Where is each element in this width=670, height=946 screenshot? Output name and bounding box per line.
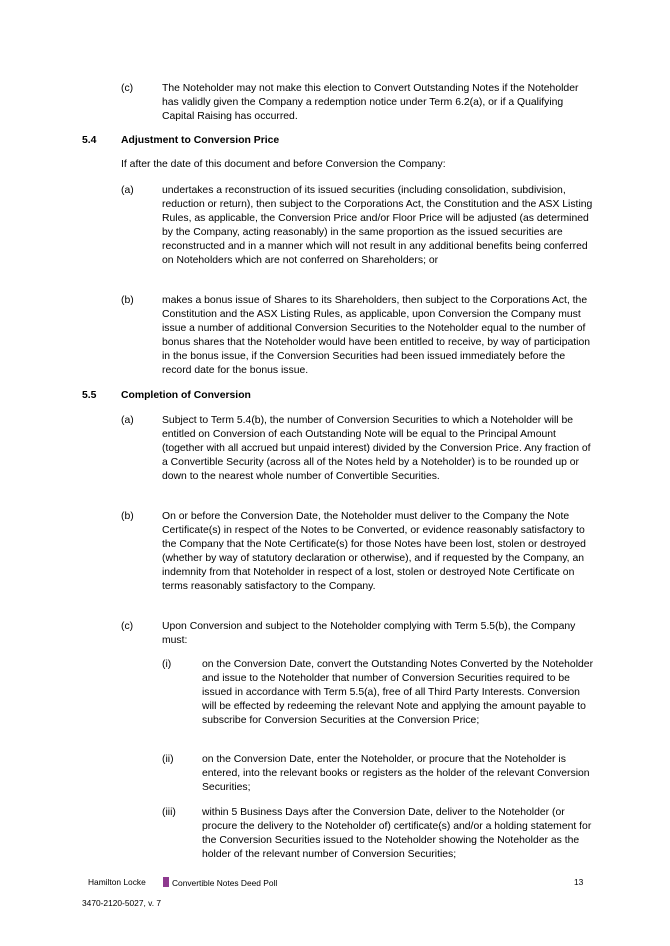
doc-reference: 3470-2120-5027, v. 7 (82, 898, 162, 908)
subitem-text: within 5 Business Days after the Conversion Date, deliver to the Noteholder (or procure the delivery to the Noteholder of) certificate(s) and/or a holding statement for the Conversion Securities issued to the Noteholder showing the Noteholder as the holder of the relevant number of Conversion Securities; (202, 807, 592, 860)
subitem-label: (ii) (162, 754, 174, 765)
section-number: 5.4 (82, 135, 97, 146)
subitem-label: (iii) (162, 807, 176, 818)
item-text: makes a bonus issue of Shares to its Shareholders, then subject to the Corporations Act, the Constitution and the ASX Listing Rules, as applicable, upon Conversion the Company must issue a number of additional Conversion Securities to the Noteholder equal to the number of bonus shares that the Noteholder would have been entitled to receive, by way of participation in the bonus issue, if the Conversion Securities had been issued immediately before the record date for the bonus issue. (162, 295, 591, 376)
item-text: undertakes a reconstruction of its issued securities (including consolidation, subdivision, reduction or return), then subject to the Corporations Act, the Constitution and the ASX Listing Rules, as applicable, the Conversion Price and/or Floor Price will be adjusted (as determined by the Company, acting reasonably) in the same proportion as the issued securities are reconstructed and in a manner which will not result in any additional benefits being conferred on Noteholders which are not conferred on Shareholders; or (162, 185, 593, 266)
footer-firm: Hamilton Locke (88, 877, 146, 887)
item-text: On or before the Conversion Date, the Noteholder must deliver to the Company the Note Certificate(s) in respect of the Notes to be Converted, or evidence reasonably satisfactory to the Company that the Note Certificate(s) for those Notes have been lost, stolen or destroyed (whether by way of statutory declaration or otherwise), and if requested by the Company, an indemnity from that Noteholder in respect of a lost, stolen or destroyed Note Certificate on terms reasonably satisfactory to the Company. (162, 511, 586, 592)
section-intro: If after the date of this document and before Conversion the Company: (121, 159, 446, 170)
footer-doc-title-wrap (163, 877, 277, 889)
item-label: (a) (121, 185, 134, 196)
subitem-label: (i) (162, 659, 172, 670)
subitem-text: on the Conversion Date, enter the Noteholder, or procure that the Noteholder is entered, into the relevant books or registers as the holder of the relevant Conversion Securities; (202, 754, 590, 793)
item-text: Upon Conversion and subject to the Noteholder complying with Term 5.5(b), the Company must: (162, 621, 576, 646)
section-title: Completion of Conversion (121, 390, 251, 401)
footer-doc-title: Convertible Notes Deed Poll (172, 878, 278, 888)
item-label: (c) (121, 621, 134, 632)
item-label: (c) (121, 83, 134, 94)
subitem-text: on the Conversion Date, convert the Outstanding Notes Converted by the Noteholder and issue to the Noteholder that number of Conversion Securities required to be issued in accordance with Term 5.5(a), free of all Third Party Interests. Conversion will be effected by redeeming the relevant Note and applying the amount payable to subscribe for Conversion Securities at the Conversion Price; (202, 659, 594, 726)
footer-accent-bar (163, 877, 169, 887)
item-label: (b) (121, 295, 134, 306)
section-number: 5.5 (82, 390, 97, 401)
item-label: (b) (121, 511, 134, 522)
section-title: Adjustment to Conversion Price (121, 135, 280, 146)
page-number: 13 (574, 877, 584, 887)
item-label: (a) (121, 415, 134, 426)
item-text: The Noteholder may not make this election to Convert Outstanding Notes if the Noteholder has validly given the Company a redemption notice under Term 6.2(a), or if a Qualifying Capital Raising has occurred. (162, 83, 579, 122)
item-text: Subject to Term 5.4(b), the number of Conversion Securities to which a Noteholder will be entitled on Conversion of each Outstanding Note will be equal to the Principal Amount (together with all accrued but unpaid interest) divided by the Conversion Price. Any fraction of a Convertible Security (across all of the Notes held by a Noteholder) is to be rounded up or down to the nearest whole number of Convertible Securities. (162, 415, 591, 482)
